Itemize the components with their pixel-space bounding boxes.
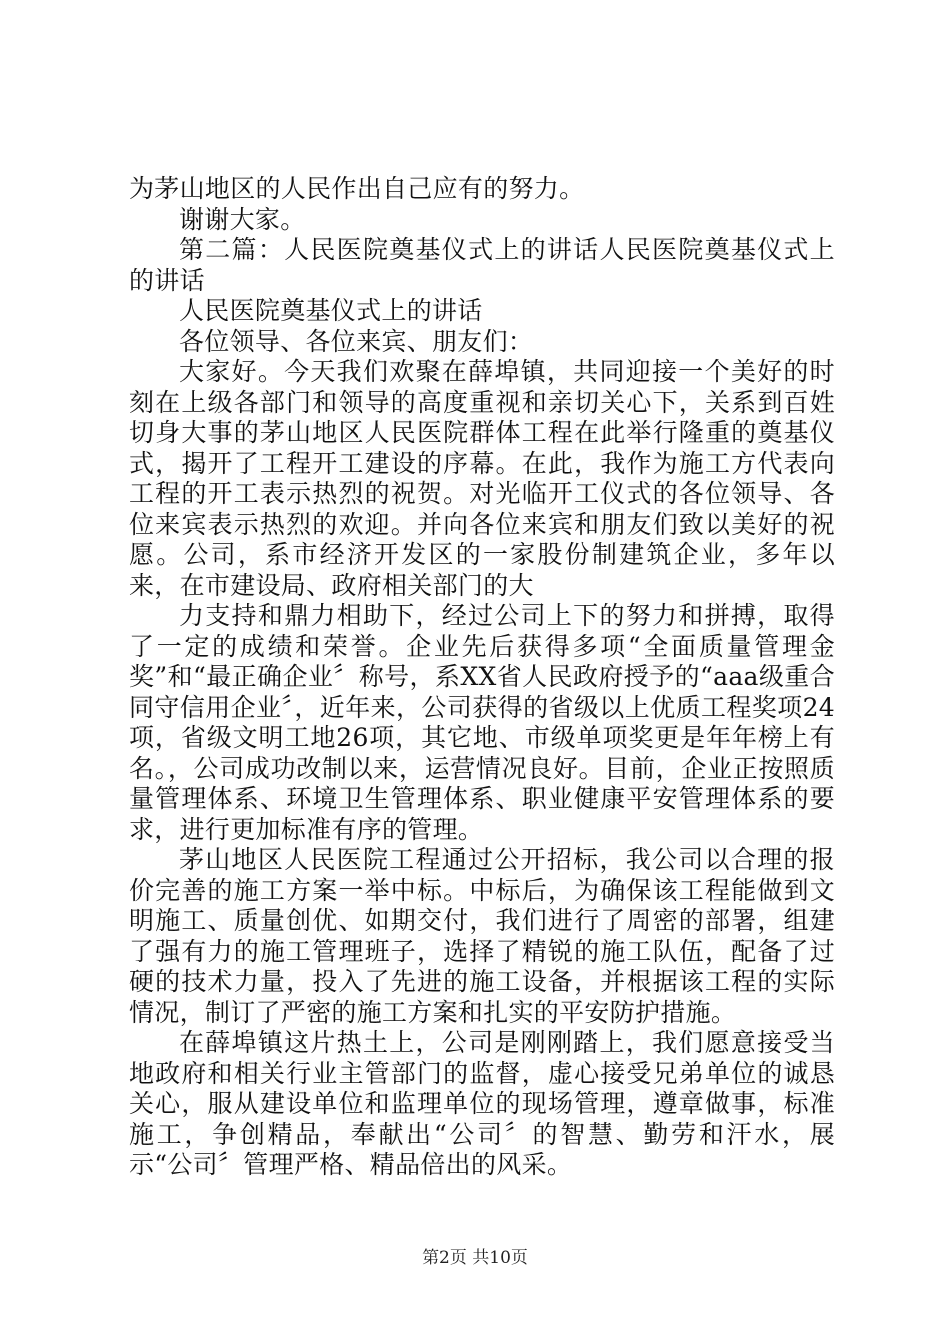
speech-title: 人民医院奠基仪式上的讲话 — [179, 296, 483, 325]
paragraph: 大家好。今天我们欢聚在薛埠镇，共同迎接一个美好的时刻在上级各部门和领导的高度重视和亲切关心下，关系到百姓切身大事的茅山地区人民医院群体工程在此举行隆重的奠基仪式，揭开了工程开工建设的序幕。在此，我作为施工方代表向工程的开工表示热烈的祝贺。对光临开工仪式的各位领导、各位来宾表示热烈的欢迎。并向各位来宾和朋友们致以美好的祝愿。公司，系市经济开发区的一家股份制建筑企业，多年以来，在市建设局、政府相关部门的大 — [129, 357, 835, 600]
paragraph: 在薛埠镇这片热土上，公司是刚刚踏上，我们愿意接受当地政府和相关行业主管部门的监督，虚心接受兄弟单位的诚恳关心，服从建设单位和监理单位的现场管理，遵章做事，标准施工，争创精品，奉献出“公司〞的智慧、勤劳和汗水，展示“公司〞管理严格、精品倍出的风采。 — [129, 1028, 835, 1179]
paragraph: 为茅山地区的人民作出自己应有的努力。 — [129, 174, 585, 203]
section-heading: 第二篇：人民医院奠基仪式上的讲话人民医院奠基仪式上的讲话 — [129, 235, 835, 295]
page-total: 共10页 — [472, 1248, 528, 1268]
salutation: 各位领导、各位来宾、朋友们： — [179, 326, 534, 356]
paragraph: 力支持和鼎力相助下，经过公司上下的努力和拼搏，取得了一定的成绩和荣誉。企业先后获得多项“全面质量管理金奖”和“最正确企业〞称号，系XX省人民政府授予的“aaa级重合同守信用企业〞，近年来，公司获得的省级以上优质工程奖项24项，省级文明工地26项，其它地、市级单项奖更是年年榜上有名。，公司成功改制以来，运营情况良好。目前，企业正按照质量管理体系、环境卫生管理体系、职业健康平安管理体系的要求，进行更加标准有序的管理。 — [129, 601, 835, 844]
paragraph: 谢谢大家。 — [179, 204, 306, 234]
page-number: 第2页 — [422, 1248, 467, 1268]
page-footer — [0, 1243, 950, 1268]
paragraph: 茅山地区人民医院工程通过公开招标，我公司以合理的报价完善的施工方案一举中标。中标后，为确保该工程能做到文明施工、质量创优、如期交付，我们进行了周密的部署，组建了强有力的施工管理班子，选择了精锐的施工队伍，配备了过硬的技术力量，投入了先进的施工设备，并根据该工程的实际情况，制订了严密的施工方案和扎实的平安防护措施。 — [129, 845, 835, 1027]
document-body — [129, 174, 835, 1181]
